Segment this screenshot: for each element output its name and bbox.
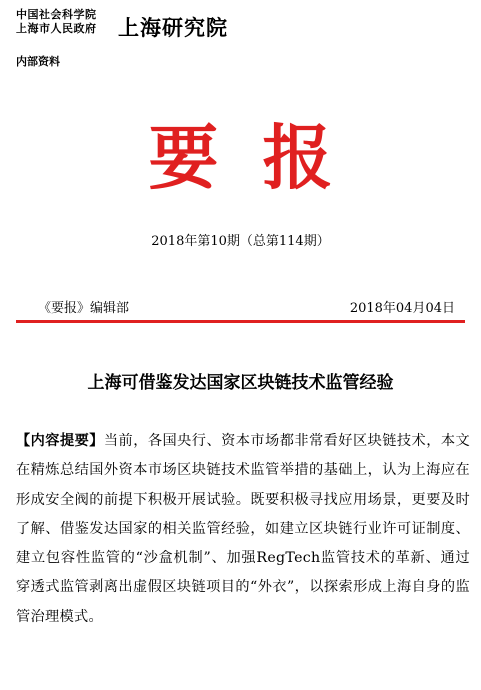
issue-line: 2018年第10期（总第114期） (151, 234, 330, 249)
abstract-paragraph (16, 427, 470, 632)
abstract-tag: 【内容提要】 (16, 433, 104, 449)
red-divider (16, 320, 465, 323)
org-line-shanghai-gov: 上海市人民政府 (16, 22, 97, 35)
internal-label: 内部资料 (16, 55, 60, 68)
institute-name: 上海研究院 (118, 15, 228, 40)
masthead-title: 要报 (148, 116, 377, 199)
publish-date: 2018年04月04日 (349, 301, 455, 316)
editor-name: 《要报》编辑部 (38, 301, 130, 316)
article-headline: 上海可借鉴发达国家区块链技术监管经验 (87, 373, 394, 393)
abstract-text: 当前，各国央行、资本市场都非常看好区块链技术，本文在精炼总结国外资本市场区块链技术监管举措的基础上，认为上海应在形成安全阀的前提下积极开展试验。既要积极寻找应用场景，更要及时了解、借鉴发达国家的相关监管经验，如建立区块链行业许可证制度、建立包容性监管的“沙盒机制”、加强RegTech监管技术的革新、通过穿透式监管剥离出虚假区块链项目的“外衣”，以探索形成上海自身的监管治理模式。 (16, 433, 470, 625)
org-line-cass: 中国社会科学院 (16, 8, 97, 21)
